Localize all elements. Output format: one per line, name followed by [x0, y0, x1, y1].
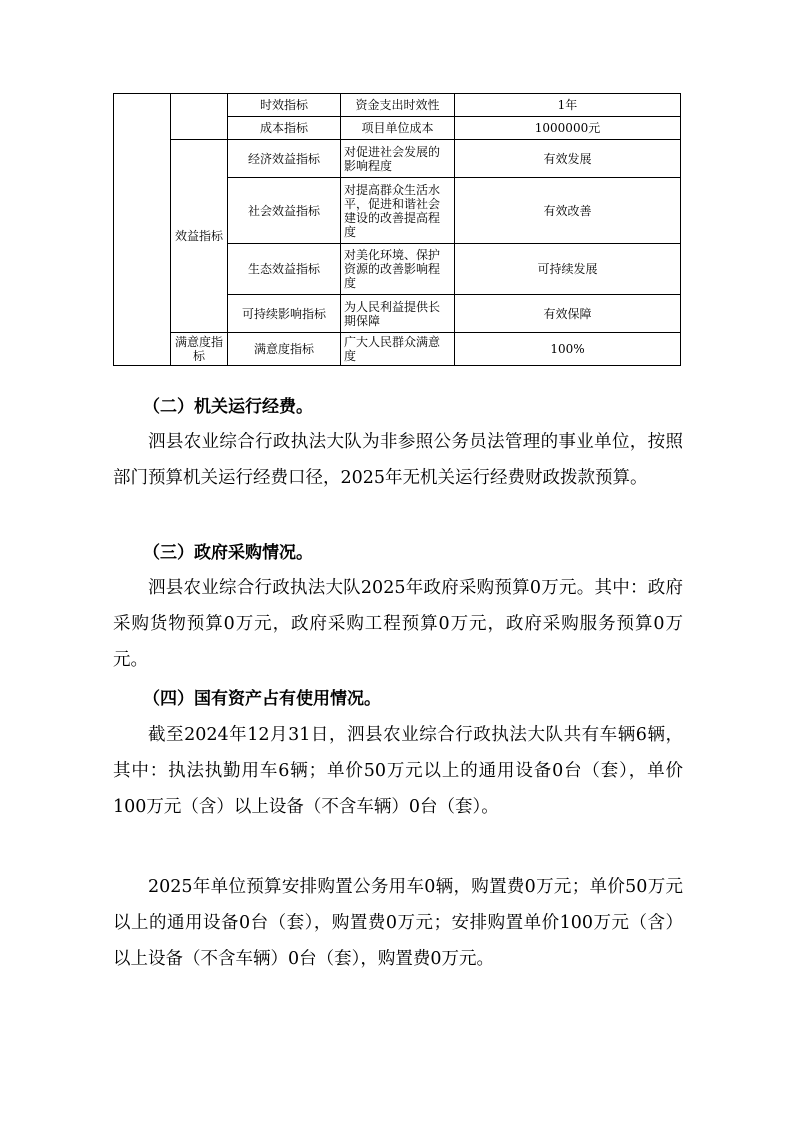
section-heading-state-assets: （四）国有资产占有使用情况。: [143, 689, 381, 709]
performance-indicator-table: [113, 93, 681, 366]
operating-expenses-paragraph: 泗县农业综合行政执法大队为非参照公务员法管理的事业单位，按照部门预算机关运行经费口径，2025年无机关运行经费财政拨款预算。: [113, 432, 683, 488]
table-row: [114, 333, 681, 366]
level3-indicator-cell: 成本指标: [228, 117, 341, 140]
indicator-desc-cell: 项目单位成本: [341, 117, 455, 140]
indicator-desc-cell: 广大人民群众满意度: [341, 333, 455, 366]
table-row: [114, 140, 681, 178]
indicator-value-cell: 有效改善: [455, 178, 681, 244]
level3-indicator-cell: 时效指标: [228, 94, 341, 117]
indicator-value-cell: 1000000元: [455, 117, 681, 140]
indicator-desc-cell: 对美化环境、保护资源的改善影响程度: [341, 244, 455, 295]
level1-cell-empty: [114, 94, 171, 366]
table-row: [114, 94, 681, 117]
purchase-budget-paragraph: 2025年单位预算安排购置公务用车0辆，购置费0万元；单价50万元以上的通用设备0台（套），购置费0万元；安排购置单价100万元（含）以上设备（不含车辆）0台（套），购置费0万元。: [113, 877, 683, 969]
level2-indicator-cell: 满意度指标: [171, 333, 228, 366]
indicator-value-cell: 100%: [455, 333, 681, 366]
indicator-value-cell: 有效保障: [455, 295, 681, 333]
indicator-desc-cell: 对促进社会发展的影响程度: [341, 140, 455, 178]
level3-indicator-cell: 生态效益指标: [228, 244, 341, 295]
level3-indicator-cell: 社会效益指标: [228, 178, 341, 244]
indicator-desc-cell: 对提高群众生活水平，促进和谐社会建设的改善提高程度: [341, 178, 455, 244]
level2-indicator-cell: 效益指标: [171, 140, 228, 333]
indicator-value-cell: 有效发展: [455, 140, 681, 178]
procurement-paragraph: 泗县农业综合行政执法大队2025年政府采购预算0万元。其中：政府采购货物预算0万元，政府采购工程预算0万元，政府采购服务预算0万元。: [113, 578, 683, 670]
level3-indicator-cell: 可持续影响指标: [228, 295, 341, 333]
indicator-desc-cell: 资金支出时效性: [341, 94, 455, 117]
section-heading-operating-expenses: （二）机关运行经费。: [143, 397, 313, 417]
indicator-value-cell: 可持续发展: [455, 244, 681, 295]
indicator-value-cell: 1年: [455, 94, 681, 117]
state-assets-paragraph: 截至2024年12月31日，泗县农业综合行政执法大队共有车辆6辆，其中：执法执勤用车6辆；单价50万元以上的通用设备0台（套），单价100万元（含）以上设备（不含车辆）0台（套）。: [113, 725, 683, 817]
level3-indicator-cell: 经济效益指标: [228, 140, 341, 178]
level3-indicator-cell: 满意度指标: [228, 333, 341, 366]
indicator-desc-cell: 为人民利益提供长期保障: [341, 295, 455, 333]
section-heading-procurement: （三）政府采购情况。: [143, 543, 313, 563]
level2-cell-empty: [171, 94, 228, 140]
